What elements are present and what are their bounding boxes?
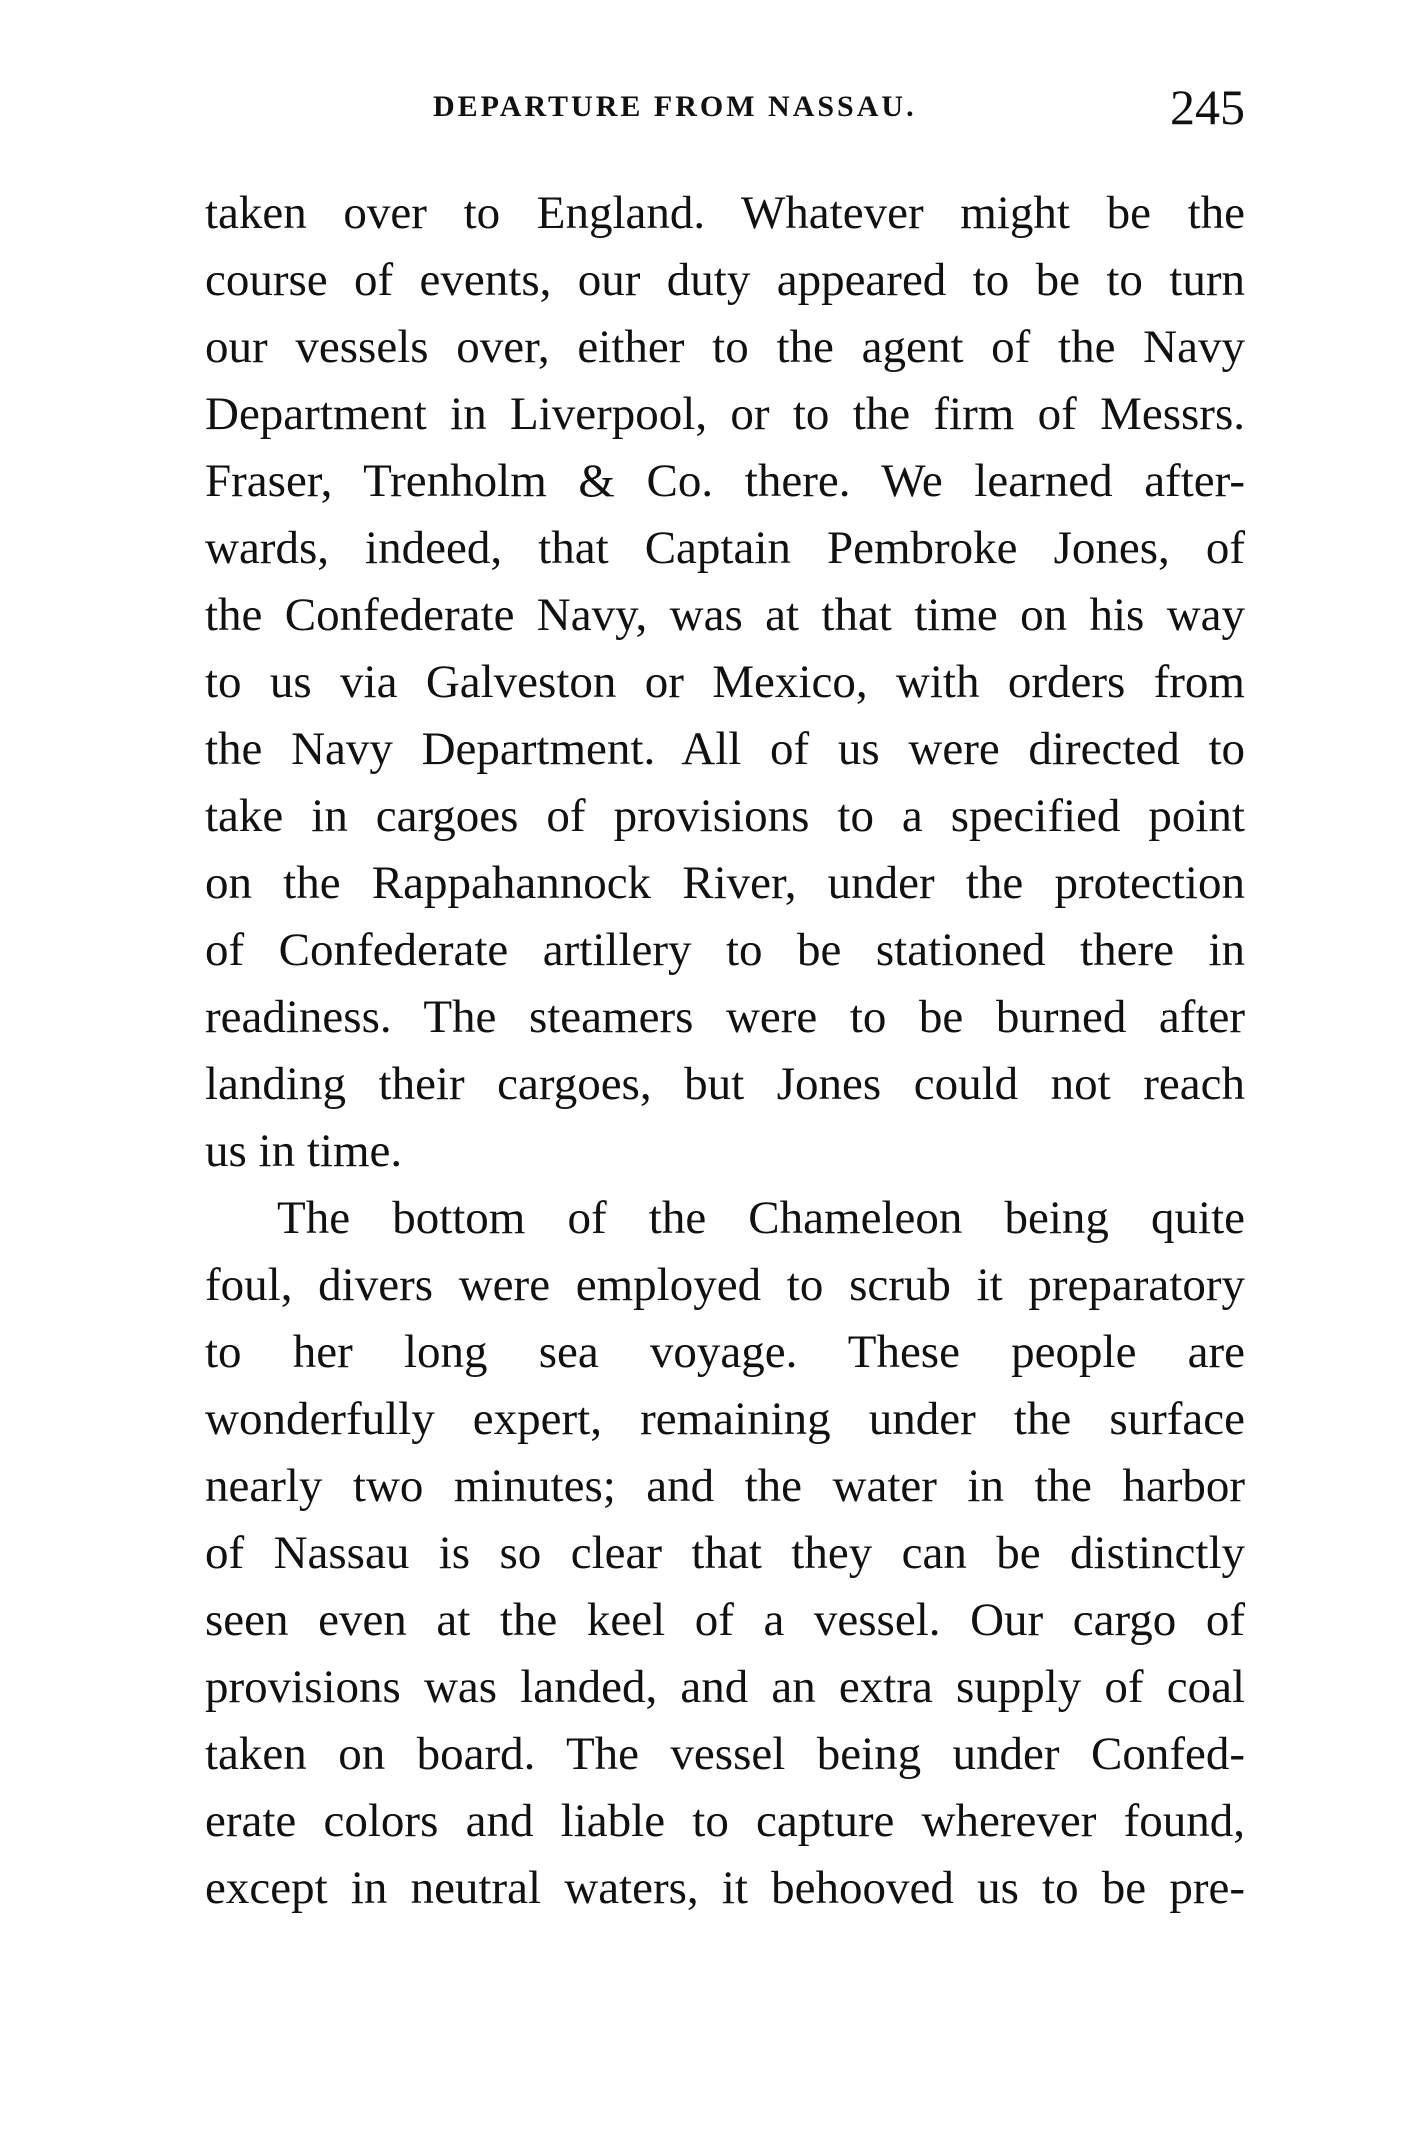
- text-line: readiness. The steamers were to be burned after: [205, 991, 1245, 1043]
- text-line: course of events, our duty appeared to be to turn: [205, 254, 1245, 306]
- running-head: [205, 78, 1245, 138]
- text-line: Fraser, Trenholm & Co. there. We learned after-: [205, 455, 1245, 507]
- paragraph-2: [205, 1185, 1245, 1922]
- text-line: the Navy Department. All of us were directed to: [205, 723, 1245, 775]
- paragraph-1: [205, 180, 1245, 1185]
- text-line: foul, divers were employed to scrub it preparatory: [205, 1259, 1245, 1311]
- body-text: [205, 180, 1245, 1922]
- text-line: our vessels over, either to the agent of the Navy: [205, 321, 1245, 373]
- text-line: to her long sea voyage. These people are: [205, 1326, 1245, 1378]
- text-line: wards, indeed, that Captain Pembroke Jones, of: [205, 522, 1245, 574]
- page-number: 245: [1170, 79, 1245, 135]
- text-line: erate colors and liable to capture wherever found,: [205, 1795, 1245, 1847]
- text-line: nearly two minutes; and the water in the harbor: [205, 1460, 1245, 1512]
- text-line: except in neutral waters, it behooved us to be pre-: [205, 1862, 1245, 1914]
- text-line: wonderfully expert, remaining under the surface: [205, 1393, 1245, 1445]
- text-line: provisions was landed, and an extra supply of coal: [205, 1661, 1245, 1713]
- text-line: landing their cargoes, but Jones could not reach: [205, 1058, 1245, 1110]
- text-line: taken over to England. Whatever might be the: [205, 187, 1245, 239]
- text-line: Department in Liverpool, or to the firm of Messrs.: [205, 388, 1245, 440]
- running-title: DEPARTURE FROM NASSAU.: [433, 90, 917, 123]
- text-line: of Confederate artillery to be stationed there in: [205, 924, 1245, 976]
- text-line: The bottom of the Chameleon being quite: [277, 1192, 1245, 1244]
- text-line: take in cargoes of provisions to a specified point: [205, 790, 1245, 842]
- text-line: to us via Galveston or Mexico, with orders from: [205, 656, 1245, 708]
- text-line: us in time.: [205, 1125, 403, 1177]
- text-line: of Nassau is so clear that they can be distinctly: [205, 1527, 1245, 1579]
- text-line: the Confederate Navy, was at that time on his way: [205, 589, 1245, 641]
- text-line: on the Rappahannock River, under the protection: [205, 857, 1245, 909]
- text-line: taken on board. The vessel being under Confed-: [205, 1728, 1245, 1780]
- text-line: seen even at the keel of a vessel. Our cargo of: [205, 1594, 1245, 1646]
